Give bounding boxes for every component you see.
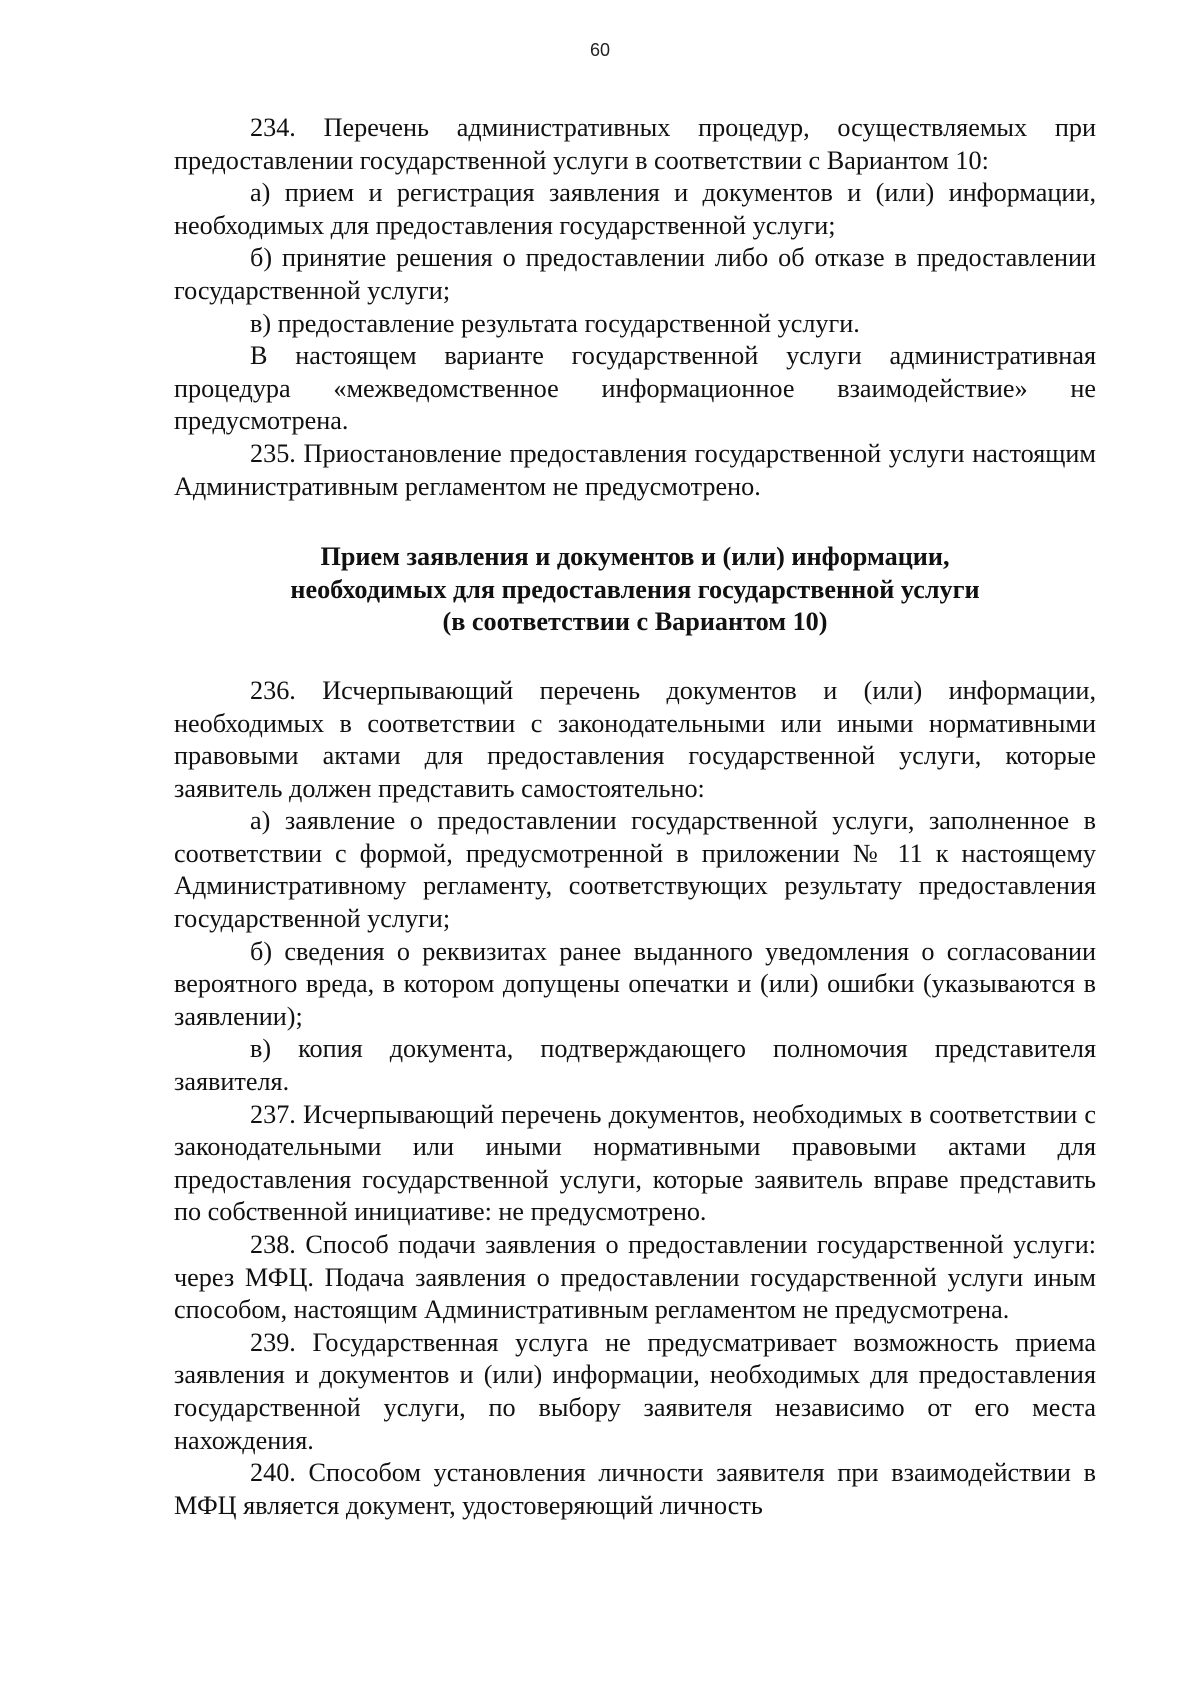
list-item-b: б) принятие решения о предоставлении либо об отказе в предоставлении государственной услуги;	[174, 243, 1096, 305]
list-item-v: в) предоставление результата государственной услуги.	[250, 308, 860, 338]
paragraph-240: 240. Способом установления личности заявителя при взаимодействии в МФЦ является документ, удостоверяющий личность	[174, 1458, 1096, 1520]
section-heading-line: (в соответствии с Вариантом 10)	[442, 607, 828, 637]
paragraph-239: 239. Государственная услуга не предусматривает возможность приема заявления и документов и (или) информации, необходимых для предоставления государственной услуги, по выбору заявителя независимо от его места нахождения.	[174, 1327, 1096, 1455]
list-item-a: а) заявление о предоставлении государственной услуги, заполненное в соответствии с формой, предусмотренной в приложении № 11 к настоящему Административному регламенту, соответствующих результату предоставления государственной услуги;	[174, 806, 1096, 934]
page-number: 60	[589, 40, 611, 60]
paragraph-235: 235. Приостановление предоставления государственной услуги настоящим Административным регламентом не предусмотрено.	[174, 438, 1096, 501]
paragraph-variant-note: В настоящем варианте государственной услуги административная процедура «межведомственное информационное взаимодействие» не предусмотрена.	[174, 341, 1096, 436]
document-body	[174, 112, 1096, 1522]
list-item-v: в) копия документа, подтверждающего полномочия представителя заявителя.	[174, 1034, 1096, 1097]
list-item-a: а) прием и регистрация заявления и документов и (или) информации, необходимых для предоставления государственной услуги;	[174, 178, 1096, 240]
paragraph-236: 236. Исчерпывающий перечень документов и (или) информации, необходимых в соответствии с законодательными или иными нормативными правовыми актами для предоставления государственной услуги, которые заявитель должен представить самостоятельно:	[174, 675, 1096, 803]
section-heading	[174, 541, 1096, 639]
paragraph-238: 238. Способ подачи заявления о предоставлении государственной услуги: через МФЦ. Подача заявления о предоставлении государственной услуги иным способом, настоящим Административным регламентом не предусмотрена.	[174, 1230, 1096, 1325]
section-heading-line: Прием заявления и документов и (или) информации,	[320, 542, 950, 572]
section-heading-line: необходимых для предоставления государственной услуги	[290, 574, 980, 604]
list-item-b: б) сведения о реквизитах ранее выданного уведомления о согласовании вероятного вреда, в котором допущены опечатки и (или) ошибки (указываются в заявлении);	[174, 936, 1096, 1031]
paragraph-234: 234. Перечень административных процедур, осуществляемых при предоставлении государственной услуги в соответствии с Вариантом 10:	[174, 113, 1096, 175]
paragraph-237: 237. Исчерпывающий перечень документов, необходимых в соответствии с законодательными или иными нормативными правовыми актами для предоставления государственной услуги, которые заявитель вправе представить по собственной инициативе: не предусмотрено.	[174, 1099, 1096, 1227]
